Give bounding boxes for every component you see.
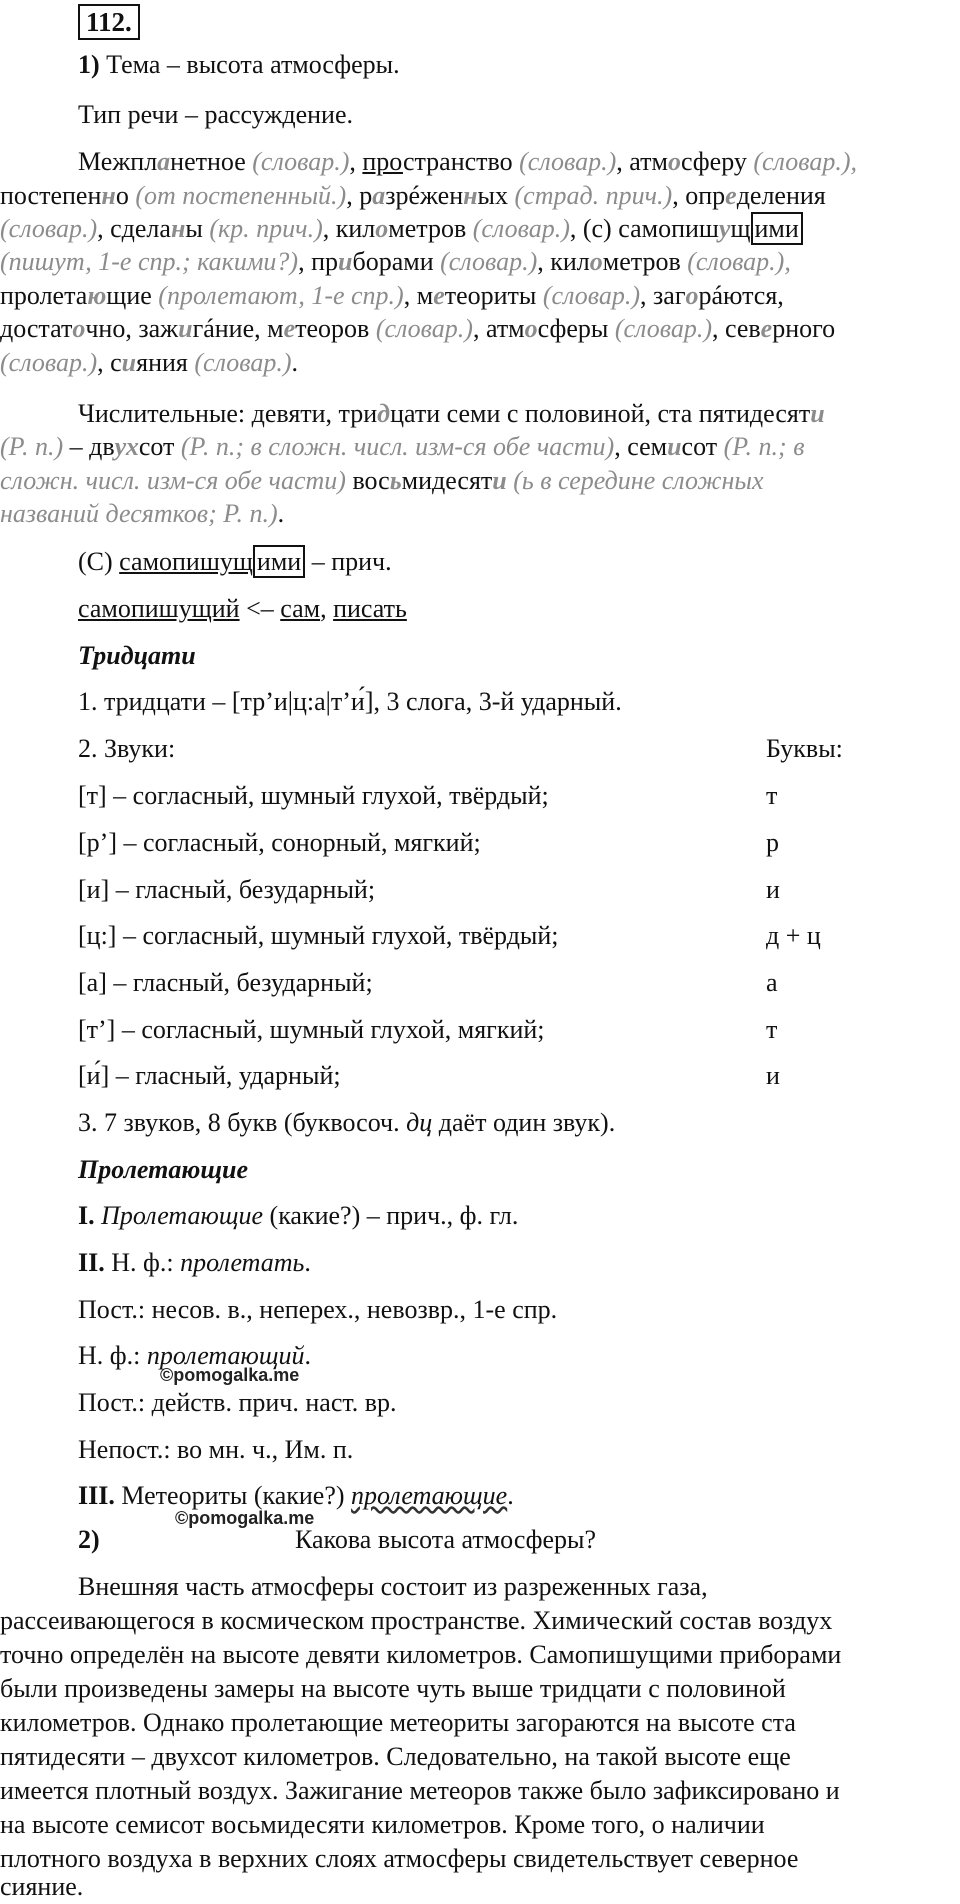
words-line-7: (словар.), сияния (словар.). bbox=[0, 348, 299, 377]
numerals-line-2: (Р. п.) – двухсот (Р. п.; в сложн. числ. изм-ся обе части), семисот (Р. п.; в bbox=[0, 432, 805, 461]
vowel-highlight: а bbox=[157, 147, 171, 176]
ending-box: ими bbox=[751, 212, 803, 245]
essay-line: были произведены замеры на высоте чуть выше тридцати с половиной bbox=[0, 1674, 786, 1703]
phonetic-heading: Тридцати bbox=[78, 641, 196, 670]
words-line-6: достаточно, зажигáние, метеоров (словар.), атмосферы (словар.), северного bbox=[0, 314, 836, 343]
essay-line: пятидесяти – двухсот километров. Следовательно, на такой высоте еще bbox=[0, 1742, 791, 1771]
essay-line: плотного воздуха в верхних слоях атмосферы свидетельствует северное bbox=[0, 1844, 799, 1873]
sounds-label: 2. Звуки: bbox=[78, 734, 176, 763]
sound-row: [и́] – гласный, ударный; bbox=[78, 1061, 341, 1090]
essay-line: имеется плотный воздух. Зажигание метеоров также было зафиксировано и bbox=[0, 1776, 840, 1805]
letter-cell: т bbox=[766, 1015, 778, 1044]
words-line-2: постепенно (от постепенный.), разрéженных (страд. прич.), определения bbox=[0, 181, 826, 210]
letter-cell: и bbox=[766, 1061, 780, 1090]
watermark: ©pomogalka.me bbox=[160, 1365, 300, 1385]
letters-label: Буквы: bbox=[766, 734, 843, 763]
letter-cell: д + ц bbox=[766, 921, 821, 950]
sound-row: [и] – гласный, безударный; bbox=[78, 875, 376, 904]
sound-row: [р’] – согласный, сонорный, мягкий; bbox=[78, 828, 481, 857]
morph-row-1: I. Пролетающие (какие?) – прич., ф. гл. bbox=[78, 1201, 519, 1230]
letter-cell: р bbox=[766, 828, 779, 857]
theme-line bbox=[78, 50, 400, 80]
words-line-1: Межпланетное (словар.), пространство (словар.), атмосферу (словар.), bbox=[78, 147, 857, 176]
theme-text: Тема – высота атмосферы. bbox=[106, 50, 400, 79]
essay-line: километров. Однако пролетающие метеориты загораются на высоте ста bbox=[0, 1708, 796, 1737]
sound-row: [а] – гласный, безударный; bbox=[78, 968, 373, 997]
letter-cell: и bbox=[766, 875, 780, 904]
sound-row: [т’] – согласный, шумный глухой, мягкий; bbox=[78, 1015, 545, 1044]
essay-title: Какова высота атмосферы? bbox=[295, 1525, 597, 1554]
morphological-heading: Пролетающие bbox=[78, 1155, 248, 1184]
morph-row-6: Непост.: во мн. ч., Им. п. bbox=[78, 1435, 354, 1464]
essay-line: точно определён на высоте девяти километров. Самопишущими приборами bbox=[0, 1640, 842, 1669]
words-line-4: (пишут, 1-е спр.; какими?), приборами (словар.), километров (словар.), bbox=[0, 247, 791, 276]
prefix-mark: про bbox=[362, 147, 403, 176]
numerals-line-1: Числительные: девяти, тридцати семи с половиной, ста пятидесяти bbox=[78, 399, 825, 428]
letter-cell: а bbox=[766, 968, 778, 997]
morph-row-2: II. Н. ф.: пролетать. bbox=[78, 1248, 311, 1277]
numerals-line-4: названий десятков; Р. п.). bbox=[0, 499, 285, 528]
exercise-number: 112. bbox=[78, 4, 140, 40]
ending-box: ими bbox=[253, 545, 305, 578]
morph-row-3: Пост.: несов. в., неперех., невозвр., 1-е спр. bbox=[78, 1295, 558, 1324]
numerals-line-3: сложн. числ. изм-ся обе части) восьмидесяти (ь в середине сложных bbox=[0, 466, 764, 495]
phonetic-summary: 3. 7 звуков, 8 букв (буквосоч. дц даёт один звук). bbox=[78, 1108, 616, 1137]
morph-row-4: Н. ф.: пролетающий. bbox=[78, 1341, 311, 1370]
speech-type-line: Тип речи – рассуждение. bbox=[78, 100, 353, 129]
stem-mark: самопишущ bbox=[119, 547, 253, 576]
morphemic-line-2: самопишущий <– сам, писать bbox=[78, 594, 407, 623]
words-line-5: пролетающие (пролетают, 1-е спр.), метеориты (словар.), загорáются, bbox=[0, 281, 784, 310]
essay-line: на высоте семисот восьмидесяти километров. Кроме того, о наличии bbox=[0, 1810, 765, 1839]
part1-number: 1) bbox=[78, 50, 100, 79]
sound-row: [ц:] – согласный, шумный глухой, твёрдый; bbox=[78, 921, 559, 950]
phonetic-line-1: 1. тридцати – [тр’и|ц:а|т’и́], 3 слога, 3-й ударный. bbox=[78, 687, 622, 716]
words-line-3: (словар.), сделаны (кр. прич.), километров (словар.), (с) самопишущ ими bbox=[0, 214, 803, 244]
gray-note: (словар.) bbox=[245, 147, 350, 176]
essay-line: сияние. bbox=[0, 1872, 84, 1901]
wavy-underline: пролетающие bbox=[351, 1481, 508, 1510]
part2-number: 2) bbox=[78, 1525, 100, 1554]
sound-row: [т] – согласный, шумный глухой, твёрдый; bbox=[78, 781, 549, 810]
essay-line: рассеивающегося в космическом пространстве. Химический состав воздух bbox=[0, 1606, 833, 1635]
stem-mark: самопишущий bbox=[78, 594, 240, 623]
morph-row-5: Пост.: действ. прич. наст. вр. bbox=[78, 1388, 397, 1417]
essay-line: Внешняя часть атмосферы состоит из разреженных газа, bbox=[78, 1572, 708, 1601]
letter-cell: т bbox=[766, 781, 778, 810]
morphemic-line-1: (С) самопишущ ими – прич. bbox=[78, 547, 392, 576]
watermark-2: ©pomogalka.me bbox=[175, 1508, 315, 1528]
morph-row-7: III. Метеориты (какие?) пролетающие. bbox=[78, 1481, 514, 1510]
